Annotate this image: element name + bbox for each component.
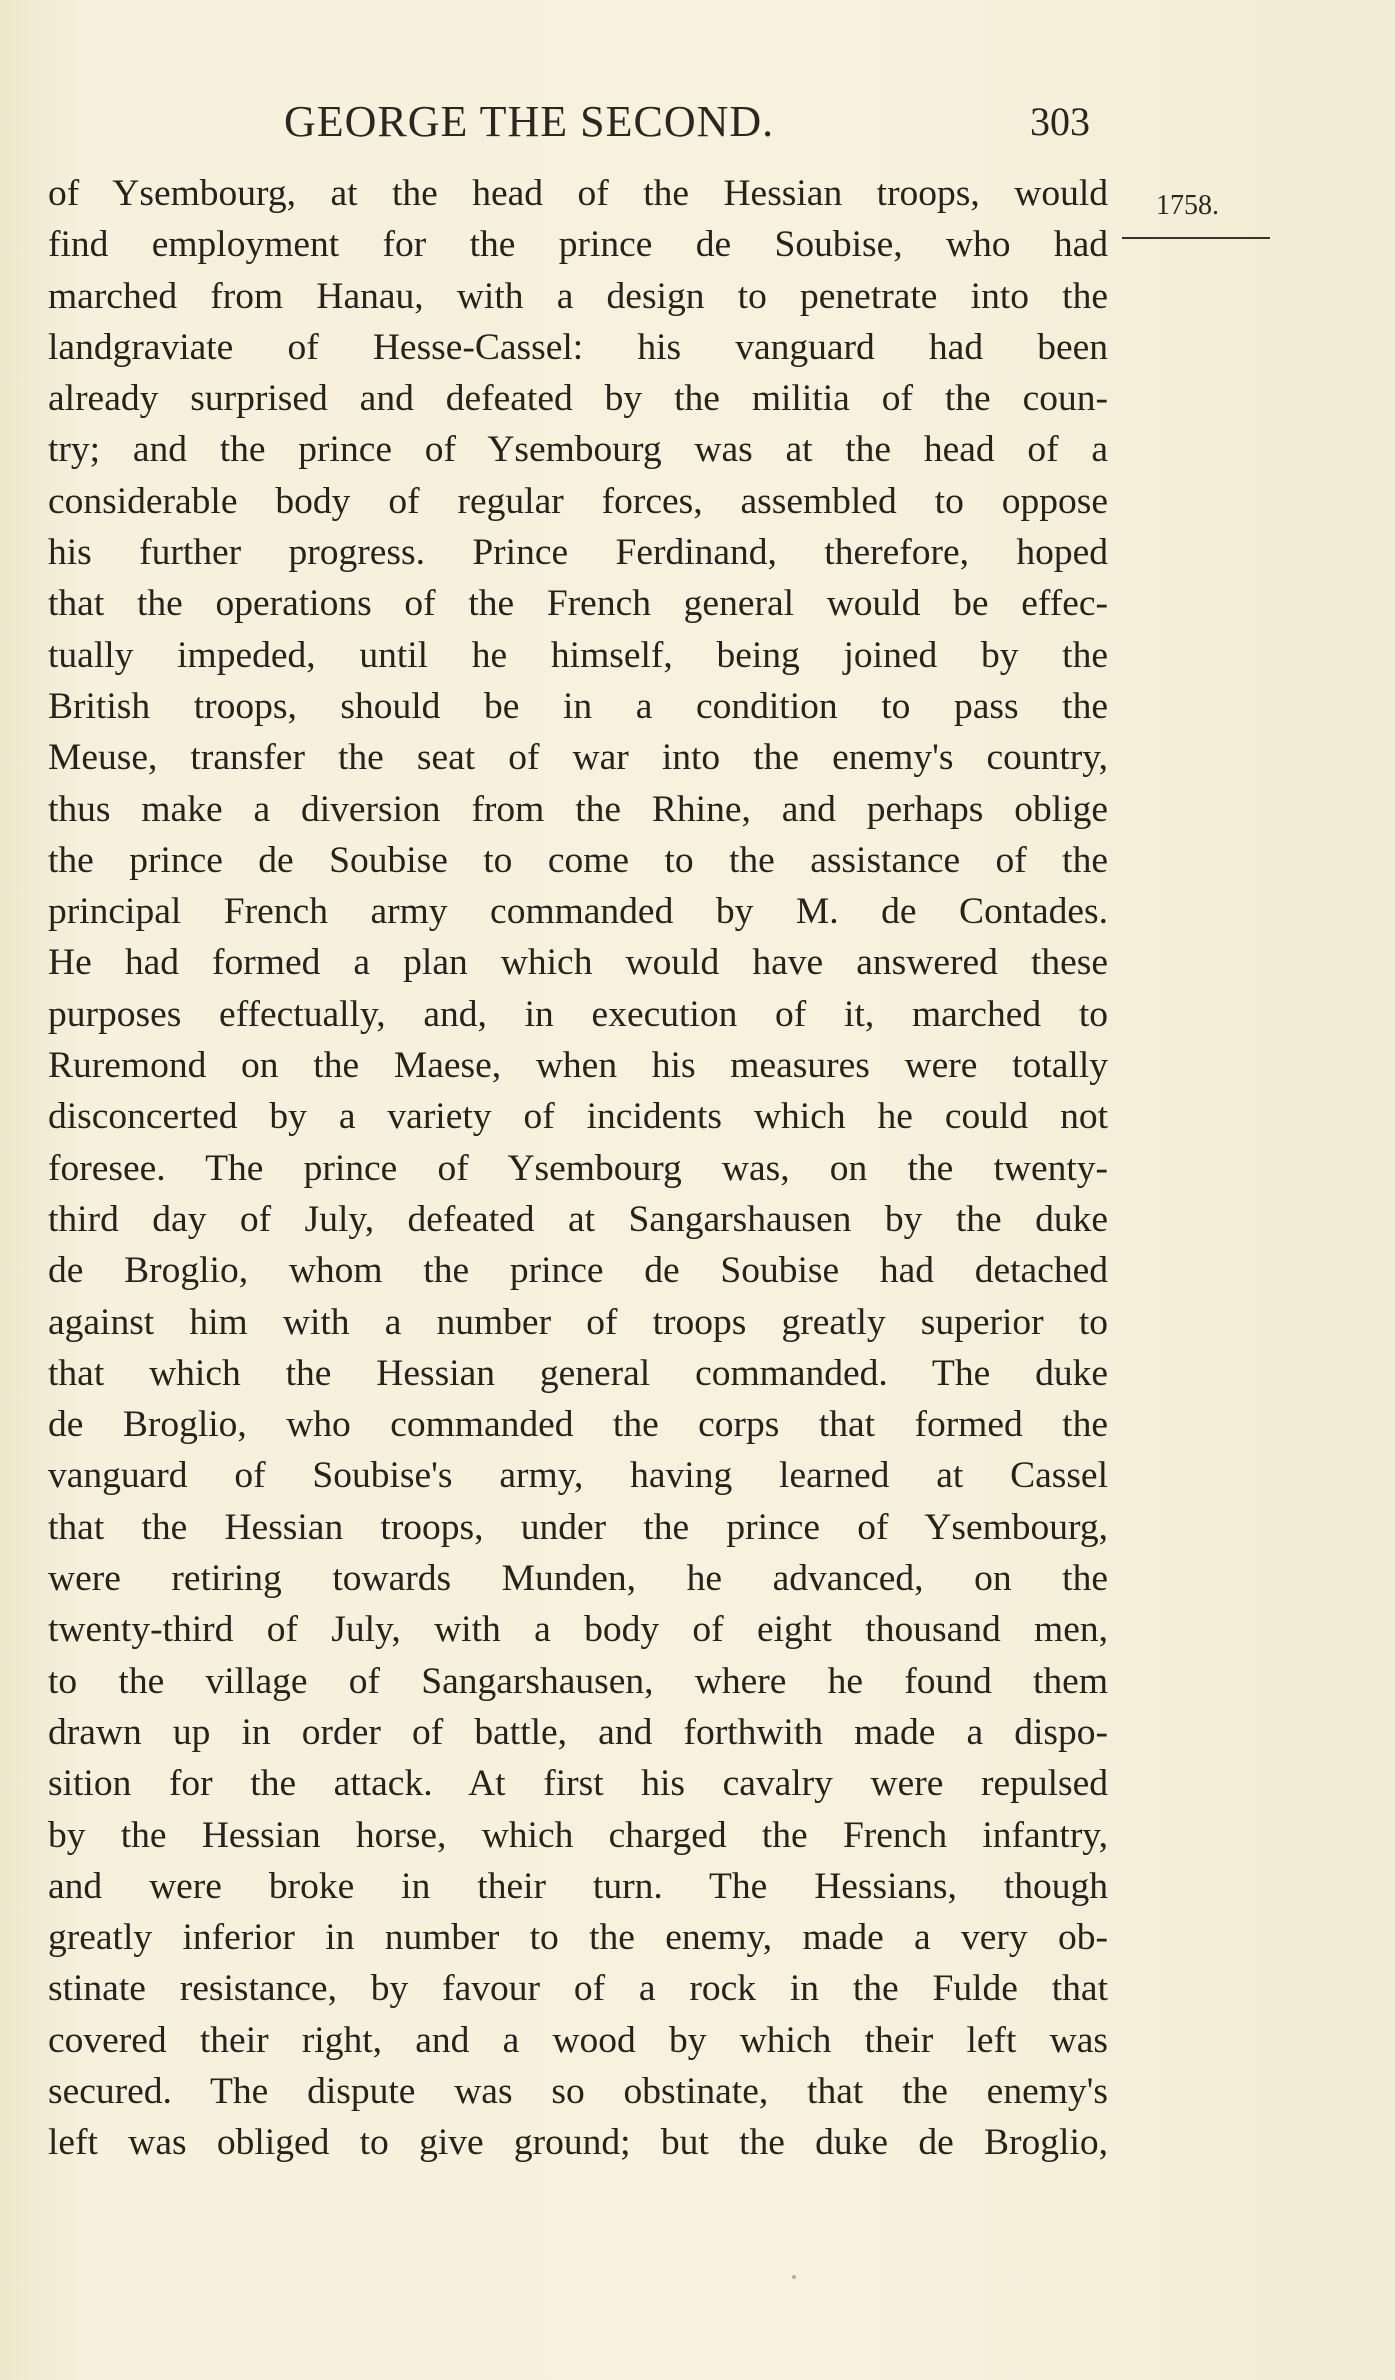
text-line: left was obliged to give ground; but the duke de Broglio, <box>48 2122 1108 2164</box>
text-line: vanguard of Soubise's army, having learned at Cassel <box>48 1455 1108 1497</box>
text-line: find employment for the prince de Soubise, who had <box>48 224 1108 266</box>
text-line: Ruremond on the Maese, when his measures were totally <box>48 1045 1108 1087</box>
text-line: already surprised and defeated by the militia of the coun- <box>48 378 1108 420</box>
margin-year-note: 1758. <box>1156 190 1219 221</box>
running-head-title: GEORGE THE SECOND. <box>284 97 775 146</box>
margin-rule <box>1122 237 1270 239</box>
text-line: He had formed a plan which would have answered these <box>48 942 1108 984</box>
text-line: de Broglio, whom the prince de Soubise had detached <box>48 1250 1108 1292</box>
page-number: 303 <box>1030 99 1090 144</box>
text-line: drawn up in order of battle, and forthwith made a dispo- <box>48 1711 1108 1753</box>
text-line: were retiring towards Munden, he advanced, on the <box>48 1558 1108 1600</box>
text-line: considerable body of regular forces, assembled to oppose <box>48 480 1108 522</box>
text-line: twenty-third of July, with a body of eight thousand men, <box>48 1609 1108 1651</box>
text-line: third day of July, defeated at Sangarshausen by the duke <box>48 1198 1108 1240</box>
text-line: sition for the attack. At first his cavalry were repulsed <box>48 1763 1108 1805</box>
text-line: of Ysembourg, at the head of the Hessian troops, would <box>48 173 1108 214</box>
text-line: de Broglio, who commanded the corps that formed the <box>48 1404 1108 1446</box>
text-line: British troops, should be in a condition to pass the <box>48 685 1108 727</box>
text-line: tually impeded, until he himself, being joined by the <box>48 634 1108 676</box>
text-line: that the operations of the French general would be effec- <box>48 583 1108 625</box>
text-line: try; and the prince of Ysembourg was at the head of a <box>48 429 1108 471</box>
paper-speck <box>792 2275 796 2279</box>
text-line: purposes effectually, and, in execution of it, marched to <box>48 993 1108 1035</box>
text-line: foresee. The prince of Ysembourg was, on the twenty- <box>48 1147 1108 1189</box>
text-line: Meuse, transfer the seat of war into the enemy's country, <box>48 737 1108 779</box>
text-line: thus make a diversion from the Rhine, and perhaps oblige <box>48 788 1108 830</box>
text-line: stinate resistance, by favour of a rock in the Fulde that <box>48 1968 1108 2010</box>
text-line: by the Hessian horse, which charged the French infantry, <box>48 1814 1108 1856</box>
text-line: the prince de Soubise to come to the assistance of the <box>48 839 1108 881</box>
text-line: covered their right, and a wood by which their left was <box>48 2019 1108 2061</box>
text-line: disconcerted by a variety of incidents which he could not <box>48 1096 1108 1138</box>
text-line: principal French army commanded by M. de Contades. <box>48 891 1108 933</box>
text-line: marched from Hanau, with a design to penetrate into the <box>48 275 1108 317</box>
text-line: that the Hessian troops, under the prince of Ysembourg, <box>48 1506 1108 1548</box>
text-line: to the village of Sangarshausen, where he found them <box>48 1660 1108 1702</box>
text-line: landgraviate of Hesse-Cassel: his vanguard had been <box>48 326 1108 368</box>
text-line: secured. The dispute was so obstinate, that the enemy's <box>48 2070 1108 2112</box>
text-line: greatly inferior in number to the enemy, made a very ob- <box>48 1917 1108 1959</box>
text-line: that which the Hessian general commanded. The duke <box>48 1352 1108 1394</box>
body-text <box>48 168 1108 2169</box>
text-line: his further progress. Prince Ferdinand, therefore, hoped <box>48 532 1108 574</box>
text-line: and were broke in their turn. The Hessians, though <box>48 1865 1108 1907</box>
text-line: against him with a number of troops greatly superior to <box>48 1301 1108 1343</box>
